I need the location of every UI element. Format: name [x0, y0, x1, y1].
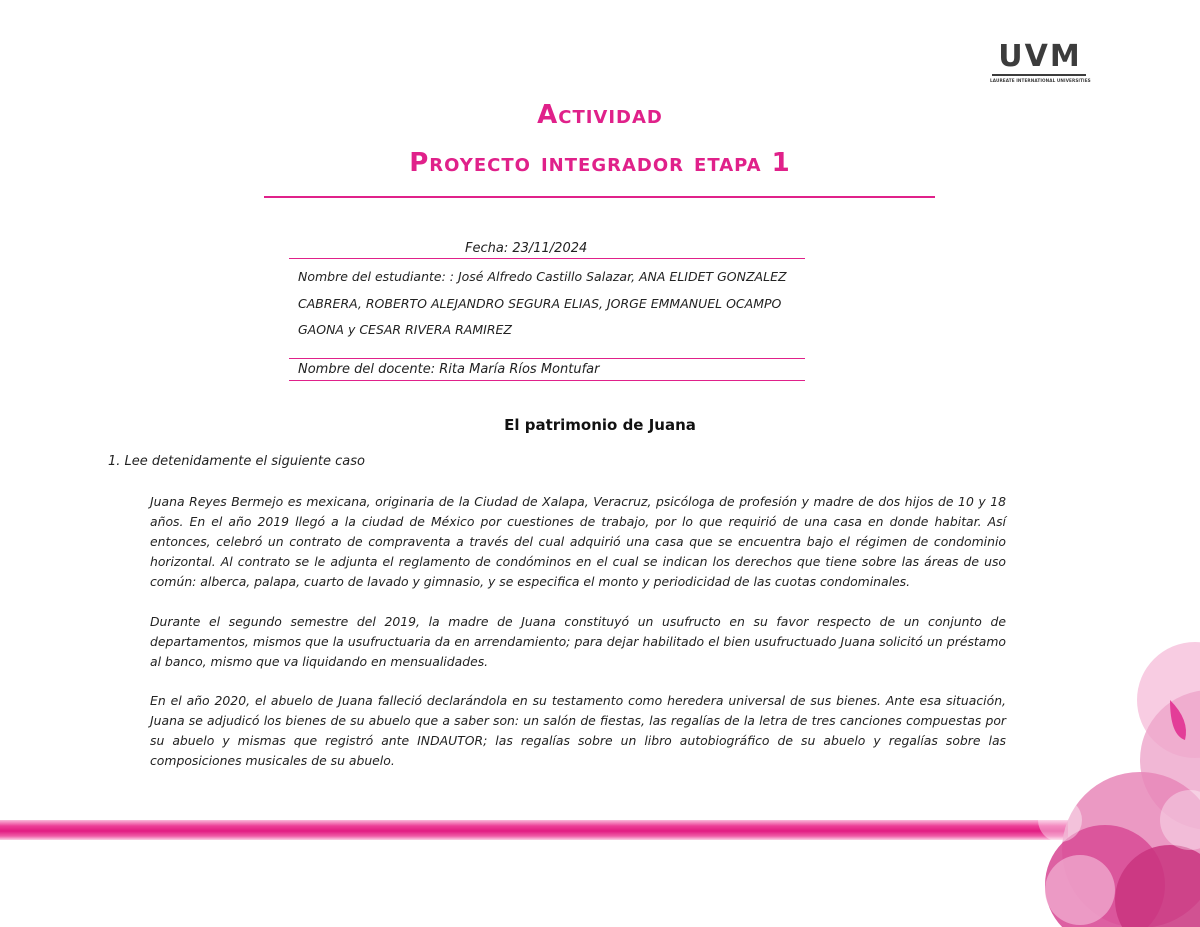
case-instruction: 1. Lee detenidamente el siguiente caso: [108, 454, 365, 469]
logo-brand: UVM: [998, 39, 1082, 74]
activity-title: Actividad: [537, 100, 663, 130]
teacher-name: Nombre del docente: Rita María Ríos Montufar: [298, 362, 600, 377]
case-paragraph-1: Juana Reyes Bermejo es mexicana, originaria de la Ciudad de Xalapa, Veracruz, psicóloga de profesión y madre de dos hijos de 10 y 18 años. En el año 2019 llegó a la ciudad de México por cuestiones de trabajo, por lo que requirió de una casa en donde habitar. Así entonces, celebró un contrato de compraventa a través del cual adquirió una casa que se encuentra bajo el régimen de condominio horizontal. Al contrato se le adjunta el reglamento de condóminos en el cual se indican los derechos que tiene sobre las áreas de uso común: alberca, palapa, cuarto de lavado y gimnasio, y se especifica el monto y periodicidad de las cuotas condominales.: [150, 494, 1006, 589]
teacher-underline: [289, 380, 805, 381]
teacher-topline: [289, 358, 805, 359]
title-divider: [264, 196, 935, 198]
logo-rule: [992, 74, 1086, 76]
date-underline: [289, 258, 805, 259]
uvm-logo: [990, 40, 1090, 88]
decorative-circles-graphic: [1020, 640, 1200, 927]
student-line-1: Nombre del estudiante: : José Alfredo Castillo Salazar, ANA ELIDET GONZALEZ: [298, 269, 787, 284]
logo-subtitle: LAUREATE INTERNATIONAL UNIVERSITIES: [990, 78, 1091, 83]
student-names: [298, 264, 808, 344]
student-line-2: CABRERA, ROBERTO ALEJANDRO SEGURA ELIAS, JORGE EMMANUEL OCAMPO: [298, 295, 782, 311]
project-title: Proyecto integrador etapa 1: [409, 148, 791, 178]
date-field: Fecha: 23/11/2024: [465, 241, 588, 256]
case-paragraph-2: Durante el segundo semestre del 2019, la madre de Juana constituyó un usufructo en su favor respecto de un conjunto de departamentos, mismos que la usufructuaria da en arrendamiento; para dejar habilitado el bien usufructuado Juana solicitó un préstamo al banco, mismo que va liquidando en mensualidades.: [150, 614, 1006, 669]
case-heading: El patrimonio de Juana: [504, 416, 696, 434]
student-line-3: GAONA y CESAR RIVERA RAMIREZ: [298, 322, 512, 337]
case-paragraph-3: En el año 2020, el abuelo de Juana falleció declarándola en su testamento como heredera universal de sus bienes. Ante esa situación, Juana se adjudicó los bienes de su abuelo que a saber son: un salón de fiestas, las regalías de la letra de tres canciones compuestas por su abuelo y mismas que registró ante INDAUTOR; las regalías sobre un libro autobiográfico de su abuelo y regalías sobre las composiciones musicales de su abuelo.: [150, 693, 1006, 768]
footer-pink-bar: [0, 820, 1068, 840]
